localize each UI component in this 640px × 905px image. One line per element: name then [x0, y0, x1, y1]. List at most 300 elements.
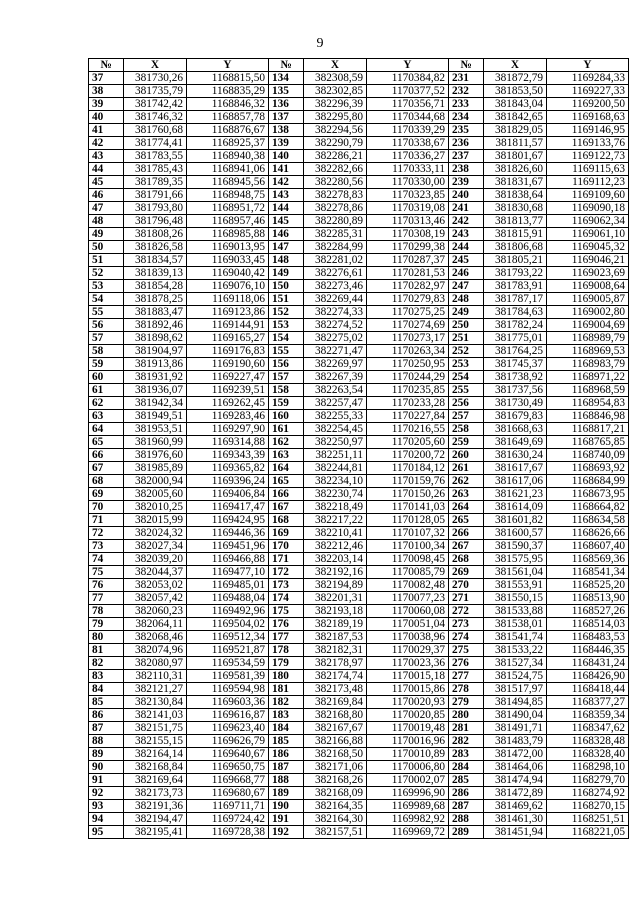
point-number-cell: 253: [449, 358, 484, 371]
x-coordinate-cell: 382274,33: [304, 306, 367, 319]
point-number-cell: 251: [449, 332, 484, 345]
point-number-cell: 275: [449, 644, 484, 657]
x-coordinate-cell: 381942,34: [124, 397, 187, 410]
y-coordinate-cell: 1170308,19: [367, 228, 449, 241]
x-coordinate-cell: 381617,06: [484, 475, 547, 488]
point-number-cell: 159: [269, 397, 304, 410]
point-number-cell: 53: [89, 280, 124, 293]
point-number-cell: 42: [89, 137, 124, 150]
y-coordinate-cell: 1170107,32: [367, 527, 449, 540]
x-coordinate-cell: 381494,85: [484, 696, 547, 709]
y-coordinate-cell: 1168527,26: [547, 605, 629, 618]
table-row: [89, 163, 629, 176]
y-coordinate-cell: 1168957,46: [187, 215, 269, 228]
point-number-cell: 40: [89, 111, 124, 124]
x-coordinate-cell: 382195,41: [124, 826, 187, 839]
table-row: [89, 202, 629, 215]
x-coordinate-cell: 381838,64: [484, 189, 547, 202]
x-coordinate-cell: 381533,88: [484, 605, 547, 618]
x-coordinate-cell: 381898,62: [124, 332, 187, 345]
table-row: [89, 319, 629, 332]
point-number-cell: 49: [89, 228, 124, 241]
y-coordinate-cell: 1168347,62: [547, 722, 629, 735]
y-coordinate-cell: 1168876,67: [187, 124, 269, 137]
y-coordinate-cell: 1168569,36: [547, 553, 629, 566]
point-number-cell: 247: [449, 280, 484, 293]
x-coordinate-cell: 381483,79: [484, 735, 547, 748]
y-coordinate-cell: 1169033,45: [187, 254, 269, 267]
table-row: [89, 98, 629, 111]
y-coordinate-cell: 1169343,39: [187, 449, 269, 462]
point-number-cell: 235: [449, 124, 484, 137]
point-number-cell: 246: [449, 267, 484, 280]
table-row: [89, 85, 629, 98]
table-row: [89, 332, 629, 345]
point-number-cell: 287: [449, 800, 484, 813]
y-coordinate-cell: 1168298,10: [547, 761, 629, 774]
x-coordinate-cell: 381461,30: [484, 813, 547, 826]
x-coordinate-cell: 382278,83: [304, 189, 367, 202]
point-number-cell: 185: [269, 735, 304, 748]
x-coordinate-cell: 382267,39: [304, 371, 367, 384]
y-coordinate-cell: 1168846,32: [187, 98, 269, 111]
x-coordinate-cell: 382174,74: [304, 670, 367, 683]
x-coordinate-cell: 381491,71: [484, 722, 547, 735]
x-coordinate-cell: 381913,86: [124, 358, 187, 371]
x-coordinate-cell: 381774,41: [124, 137, 187, 150]
x-coordinate-cell: 381815,91: [484, 228, 547, 241]
point-number-cell: 58: [89, 345, 124, 358]
point-number-cell: 254: [449, 371, 484, 384]
column-header-x: X: [124, 59, 187, 72]
x-coordinate-cell: 382254,45: [304, 423, 367, 436]
y-coordinate-cell: 1168948,75: [187, 189, 269, 202]
x-coordinate-cell: 381801,67: [484, 150, 547, 163]
y-coordinate-cell: 1168664,82: [547, 501, 629, 514]
y-coordinate-cell: 1169446,36: [187, 527, 269, 540]
point-number-cell: 70: [89, 501, 124, 514]
x-coordinate-cell: 381782,24: [484, 319, 547, 332]
table-row: [89, 774, 629, 787]
x-coordinate-cell: 381813,77: [484, 215, 547, 228]
point-number-cell: 41: [89, 124, 124, 137]
y-coordinate-cell: 1169002,80: [547, 306, 629, 319]
y-coordinate-cell: 1169090,18: [547, 202, 629, 215]
point-number-cell: 276: [449, 657, 484, 670]
x-coordinate-cell: 382276,61: [304, 267, 367, 280]
y-coordinate-cell: 1169650,75: [187, 761, 269, 774]
y-coordinate-cell: 1169144,91: [187, 319, 269, 332]
table-row: [89, 683, 629, 696]
point-number-cell: 84: [89, 683, 124, 696]
point-number-cell: 95: [89, 826, 124, 839]
x-coordinate-cell: 381469,62: [484, 800, 547, 813]
x-coordinate-cell: 382130,84: [124, 696, 187, 709]
y-coordinate-cell: 1169314,88: [187, 436, 269, 449]
y-coordinate-cell: 1169424,95: [187, 514, 269, 527]
x-coordinate-cell: 381904,97: [124, 345, 187, 358]
x-coordinate-cell: 381538,01: [484, 618, 547, 631]
y-coordinate-cell: 1169146,95: [547, 124, 629, 137]
y-coordinate-cell: 1170227,84: [367, 410, 449, 423]
x-coordinate-cell: 381872,79: [484, 72, 547, 85]
point-number-cell: 188: [269, 774, 304, 787]
y-coordinate-cell: 1168925,37: [187, 137, 269, 150]
point-number-cell: 154: [269, 332, 304, 345]
table-row: [89, 345, 629, 358]
table-row: [89, 397, 629, 410]
point-number-cell: 231: [449, 72, 484, 85]
x-coordinate-cell: 382173,48: [304, 683, 367, 696]
x-coordinate-cell: 382166,88: [304, 735, 367, 748]
table-row: [89, 761, 629, 774]
point-number-cell: 144: [269, 202, 304, 215]
x-coordinate-cell: 382168,26: [304, 774, 367, 787]
y-coordinate-cell: 1168985,88: [187, 228, 269, 241]
x-coordinate-cell: 382015,99: [124, 514, 187, 527]
x-coordinate-cell: 381826,58: [124, 241, 187, 254]
x-coordinate-cell: 381541,74: [484, 631, 547, 644]
y-coordinate-cell: 1170281,53: [367, 267, 449, 280]
y-coordinate-cell: 1169969,72: [367, 826, 449, 839]
y-coordinate-cell: 1170010,89: [367, 748, 449, 761]
x-coordinate-cell: 382273,46: [304, 280, 367, 293]
x-coordinate-cell: 381796,48: [124, 215, 187, 228]
x-coordinate-cell: 381785,43: [124, 163, 187, 176]
x-coordinate-cell: 382024,32: [124, 527, 187, 540]
point-number-cell: 57: [89, 332, 124, 345]
y-coordinate-cell: 1169227,33: [547, 85, 629, 98]
x-coordinate-cell: 382057,42: [124, 592, 187, 605]
y-coordinate-cell: 1168835,29: [187, 85, 269, 98]
y-coordinate-cell: 1169133,76: [547, 137, 629, 150]
table-row: [89, 293, 629, 306]
x-coordinate-cell: 382187,53: [304, 631, 367, 644]
x-coordinate-cell: 381829,05: [484, 124, 547, 137]
x-coordinate-cell: 381730,26: [124, 72, 187, 85]
table-row: [89, 228, 629, 241]
point-number-cell: 94: [89, 813, 124, 826]
x-coordinate-cell: 382080,97: [124, 657, 187, 670]
x-coordinate-cell: 382296,39: [304, 98, 367, 111]
table-row: [89, 787, 629, 800]
point-number-cell: 43: [89, 150, 124, 163]
table-row: [89, 306, 629, 319]
y-coordinate-cell: 1170274,69: [367, 319, 449, 332]
x-coordinate-cell: 382192,16: [304, 566, 367, 579]
y-coordinate-cell: 1168483,53: [547, 631, 629, 644]
point-number-cell: 48: [89, 215, 124, 228]
point-number-cell: 282: [449, 735, 484, 748]
y-coordinate-cell: 1168270,15: [547, 800, 629, 813]
point-number-cell: 258: [449, 423, 484, 436]
point-number-cell: 65: [89, 436, 124, 449]
table-row: [89, 176, 629, 189]
x-coordinate-cell: 382157,51: [304, 826, 367, 839]
point-number-cell: 78: [89, 605, 124, 618]
x-coordinate-cell: 381830,68: [484, 202, 547, 215]
x-coordinate-cell: 381527,34: [484, 657, 547, 670]
y-coordinate-cell: 1168328,40: [547, 748, 629, 761]
point-number-cell: 179: [269, 657, 304, 670]
y-coordinate-cell: 1169680,67: [187, 787, 269, 800]
x-coordinate-cell: 381617,67: [484, 462, 547, 475]
x-coordinate-cell: 381931,92: [124, 371, 187, 384]
point-number-cell: 279: [449, 696, 484, 709]
point-number-cell: 191: [269, 813, 304, 826]
y-coordinate-cell: 1169013,95: [187, 241, 269, 254]
point-number-cell: 54: [89, 293, 124, 306]
point-number-cell: 181: [269, 683, 304, 696]
y-coordinate-cell: 1169004,69: [547, 319, 629, 332]
y-coordinate-cell: 1168951,72: [187, 202, 269, 215]
x-coordinate-cell: 381738,92: [484, 371, 547, 384]
table-row: [89, 124, 629, 137]
table-row: [89, 605, 629, 618]
point-number-cell: 64: [89, 423, 124, 436]
y-coordinate-cell: 1168954,83: [547, 397, 629, 410]
y-coordinate-cell: 1169123,86: [187, 306, 269, 319]
point-number-cell: 264: [449, 501, 484, 514]
x-coordinate-cell: 381878,25: [124, 293, 187, 306]
point-number-cell: 83: [89, 670, 124, 683]
table-row: [89, 826, 629, 839]
column-header-y: Y: [367, 59, 449, 72]
y-coordinate-cell: 1170159,76: [367, 475, 449, 488]
point-number-cell: 67: [89, 462, 124, 475]
point-number-cell: 82: [89, 657, 124, 670]
point-number-cell: 91: [89, 774, 124, 787]
y-coordinate-cell: 1169512,34: [187, 631, 269, 644]
x-coordinate-cell: 381831,67: [484, 176, 547, 189]
y-coordinate-cell: 1170020,85: [367, 709, 449, 722]
point-number-cell: 72: [89, 527, 124, 540]
point-number-cell: 89: [89, 748, 124, 761]
point-number-cell: 150: [269, 280, 304, 293]
x-coordinate-cell: 381783,91: [484, 280, 547, 293]
point-number-cell: 189: [269, 787, 304, 800]
x-coordinate-cell: 382189,19: [304, 618, 367, 631]
x-coordinate-cell: 381745,37: [484, 358, 547, 371]
y-coordinate-cell: 1170250,95: [367, 358, 449, 371]
x-coordinate-cell: 382194,47: [124, 813, 187, 826]
y-coordinate-cell: 1168857,78: [187, 111, 269, 124]
x-coordinate-cell: 381451,94: [484, 826, 547, 839]
y-coordinate-cell: 1170141,03: [367, 501, 449, 514]
y-coordinate-cell: 1168968,59: [547, 384, 629, 397]
point-number-cell: 270: [449, 579, 484, 592]
point-number-cell: 62: [89, 397, 124, 410]
x-coordinate-cell: 382218,49: [304, 501, 367, 514]
y-coordinate-cell: 1170299,38: [367, 241, 449, 254]
table-row: [89, 462, 629, 475]
point-number-cell: 87: [89, 722, 124, 735]
y-coordinate-cell: 1168251,51: [547, 813, 629, 826]
x-coordinate-cell: 381805,21: [484, 254, 547, 267]
y-coordinate-cell: 1169477,10: [187, 566, 269, 579]
x-coordinate-cell: 382210,41: [304, 527, 367, 540]
table-row: [89, 514, 629, 527]
table-row: [89, 358, 629, 371]
table-row: [89, 748, 629, 761]
point-number-cell: 263: [449, 488, 484, 501]
y-coordinate-cell: 1169594,98: [187, 683, 269, 696]
y-coordinate-cell: 1169996,90: [367, 787, 449, 800]
y-coordinate-cell: 1168328,48: [547, 735, 629, 748]
point-number-cell: 77: [89, 592, 124, 605]
column-header-number: №: [269, 59, 304, 72]
y-coordinate-cell: 1169603,36: [187, 696, 269, 709]
point-number-cell: 142: [269, 176, 304, 189]
y-coordinate-cell: 1169190,60: [187, 358, 269, 371]
x-coordinate-cell: 382230,74: [304, 488, 367, 501]
x-coordinate-cell: 381679,83: [484, 410, 547, 423]
point-number-cell: 284: [449, 761, 484, 774]
table-header-row: [89, 59, 629, 72]
y-coordinate-cell: 1169297,90: [187, 423, 269, 436]
point-number-cell: 153: [269, 319, 304, 332]
x-coordinate-cell: 381953,51: [124, 423, 187, 436]
table-row: [89, 215, 629, 228]
y-coordinate-cell: 1170002,07: [367, 774, 449, 787]
point-number-cell: 76: [89, 579, 124, 592]
y-coordinate-cell: 1170282,97: [367, 280, 449, 293]
x-coordinate-cell: 382164,14: [124, 748, 187, 761]
column-header-x: X: [484, 59, 547, 72]
point-number-cell: 38: [89, 85, 124, 98]
x-coordinate-cell: 382053,02: [124, 579, 187, 592]
point-number-cell: 139: [269, 137, 304, 150]
x-coordinate-cell: 382212,46: [304, 540, 367, 553]
y-coordinate-cell: 1168426,90: [547, 670, 629, 683]
y-coordinate-cell: 1170313,46: [367, 215, 449, 228]
point-number-cell: 75: [89, 566, 124, 579]
x-coordinate-cell: 382286,21: [304, 150, 367, 163]
point-number-cell: 261: [449, 462, 484, 475]
y-coordinate-cell: 1170356,71: [367, 98, 449, 111]
y-coordinate-cell: 1168983,79: [547, 358, 629, 371]
x-coordinate-cell: 382193,18: [304, 605, 367, 618]
x-coordinate-cell: 382178,97: [304, 657, 367, 670]
page-number: 9: [316, 36, 324, 51]
table-row: [89, 449, 629, 462]
point-number-cell: 140: [269, 150, 304, 163]
point-number-cell: 161: [269, 423, 304, 436]
x-coordinate-cell: 381533,22: [484, 644, 547, 657]
x-coordinate-cell: 382274,52: [304, 319, 367, 332]
point-number-cell: 158: [269, 384, 304, 397]
x-coordinate-cell: 381789,35: [124, 176, 187, 189]
column-header-y: Y: [547, 59, 629, 72]
point-number-cell: 243: [449, 228, 484, 241]
y-coordinate-cell: 1169640,67: [187, 748, 269, 761]
point-number-cell: 86: [89, 709, 124, 722]
x-coordinate-cell: 381601,82: [484, 514, 547, 527]
point-number-cell: 80: [89, 631, 124, 644]
point-number-cell: 269: [449, 566, 484, 579]
point-number-cell: 148: [269, 254, 304, 267]
point-number-cell: 187: [269, 761, 304, 774]
point-number-cell: 271: [449, 592, 484, 605]
point-number-cell: 134: [269, 72, 304, 85]
point-number-cell: 167: [269, 501, 304, 514]
point-number-cell: 245: [449, 254, 484, 267]
y-coordinate-cell: 1170015,18: [367, 670, 449, 683]
y-coordinate-cell: 1169982,92: [367, 813, 449, 826]
x-coordinate-cell: 381806,68: [484, 241, 547, 254]
y-coordinate-cell: 1170287,37: [367, 254, 449, 267]
y-coordinate-cell: 1169062,34: [547, 215, 629, 228]
point-number-cell: 143: [269, 189, 304, 202]
x-coordinate-cell: 381614,09: [484, 501, 547, 514]
table-row: [89, 813, 629, 826]
x-coordinate-cell: 381746,32: [124, 111, 187, 124]
point-number-cell: 39: [89, 98, 124, 111]
point-number-cell: 162: [269, 436, 304, 449]
x-coordinate-cell: 381737,56: [484, 384, 547, 397]
y-coordinate-cell: 1169406,84: [187, 488, 269, 501]
point-number-cell: 141: [269, 163, 304, 176]
x-coordinate-cell: 381936,07: [124, 384, 187, 397]
point-number-cell: 177: [269, 631, 304, 644]
y-coordinate-cell: 1169989,68: [367, 800, 449, 813]
y-coordinate-cell: 1170098,45: [367, 553, 449, 566]
y-coordinate-cell: 1168846,98: [547, 410, 629, 423]
table-row: [89, 423, 629, 436]
point-number-cell: 240: [449, 189, 484, 202]
table-row: [89, 566, 629, 579]
y-coordinate-cell: 1170330,00: [367, 176, 449, 189]
point-number-cell: 145: [269, 215, 304, 228]
y-coordinate-cell: 1168945,56: [187, 176, 269, 189]
point-number-cell: 256: [449, 397, 484, 410]
x-coordinate-cell: 382302,85: [304, 85, 367, 98]
y-coordinate-cell: 1168634,58: [547, 514, 629, 527]
y-coordinate-cell: 1170200,72: [367, 449, 449, 462]
y-coordinate-cell: 1170244,29: [367, 371, 449, 384]
y-coordinate-cell: 1169109,60: [547, 189, 629, 202]
x-coordinate-cell: 382257,47: [304, 397, 367, 410]
table-row: [89, 631, 629, 644]
x-coordinate-cell: 382271,47: [304, 345, 367, 358]
x-coordinate-cell: 382000,94: [124, 475, 187, 488]
point-number-cell: 71: [89, 514, 124, 527]
table-row: [89, 553, 629, 566]
point-number-cell: 232: [449, 85, 484, 98]
point-number-cell: 283: [449, 748, 484, 761]
y-coordinate-cell: 1170038,96: [367, 631, 449, 644]
x-coordinate-cell: 382168,09: [304, 787, 367, 800]
point-number-cell: 174: [269, 592, 304, 605]
point-number-cell: 160: [269, 410, 304, 423]
y-coordinate-cell: 1170006,80: [367, 761, 449, 774]
point-number-cell: 45: [89, 176, 124, 189]
point-number-cell: 266: [449, 527, 484, 540]
y-coordinate-cell: 1168525,20: [547, 579, 629, 592]
y-coordinate-cell: 1169623,40: [187, 722, 269, 735]
point-number-cell: 262: [449, 475, 484, 488]
y-coordinate-cell: 1168541,34: [547, 566, 629, 579]
point-number-cell: 244: [449, 241, 484, 254]
point-number-cell: 238: [449, 163, 484, 176]
x-coordinate-cell: 382244,81: [304, 462, 367, 475]
y-coordinate-cell: 1169728,38: [187, 826, 269, 839]
y-coordinate-cell: 1169165,27: [187, 332, 269, 345]
y-coordinate-cell: 1168684,99: [547, 475, 629, 488]
y-coordinate-cell: 1170279,83: [367, 293, 449, 306]
y-coordinate-cell: 1170333,11: [367, 163, 449, 176]
table-row: [89, 241, 629, 254]
